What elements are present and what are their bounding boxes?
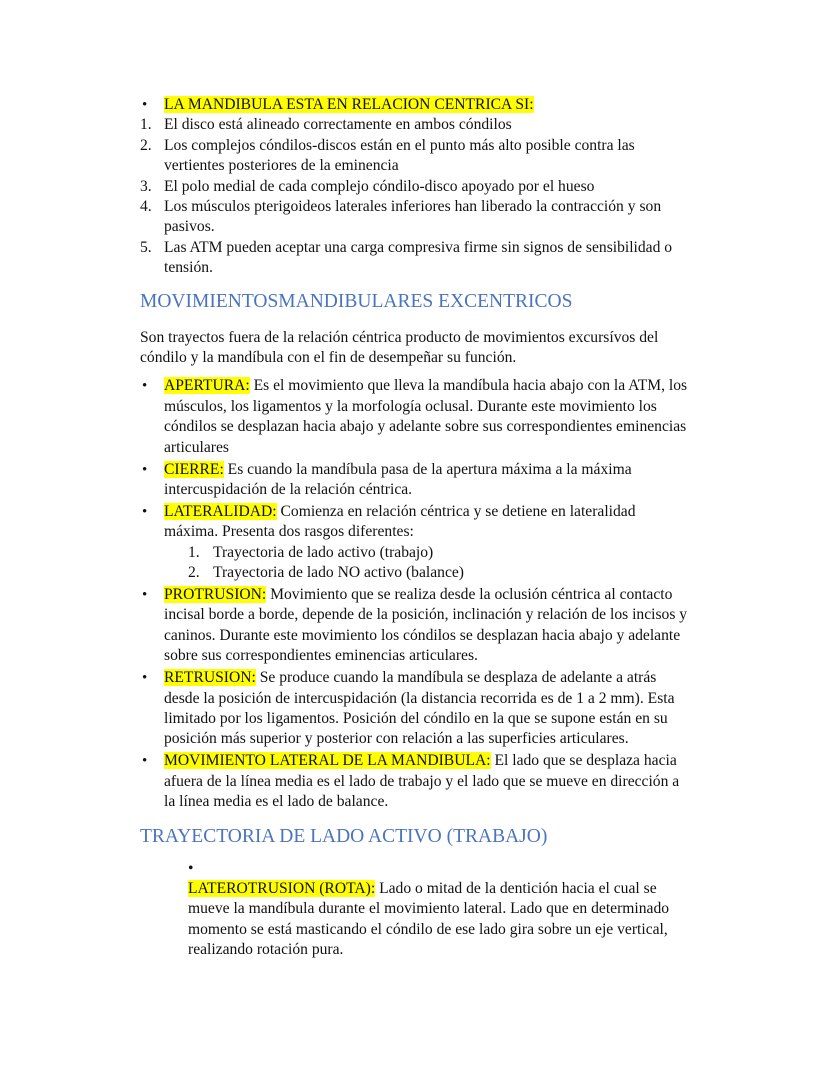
line-text: posición más superior y posterior con relación a las superficies articulares. xyxy=(164,730,629,748)
text-line xyxy=(164,238,828,258)
text-line xyxy=(164,772,828,792)
bullet-icon: • xyxy=(142,587,148,604)
text-line xyxy=(164,605,828,625)
line-text: mueve la mandíbula durante el movimiento lateral. Lado que en determinado xyxy=(188,900,670,918)
text-line xyxy=(164,751,828,771)
line-text: Trayectoria de lado activo (trabajo) xyxy=(213,543,434,561)
highlighted-term: MOVIMIENTO LATERAL DE LA MANDIBULA: xyxy=(164,752,491,770)
list-number: 1. xyxy=(188,543,200,561)
line-text: Movimiento que se realiza desde la oclusión céntrica al contacto xyxy=(266,586,673,604)
bullet-icon: • xyxy=(142,503,148,520)
text-line xyxy=(164,689,828,709)
text-line xyxy=(164,217,828,237)
line-text: Se produce cuando la mandíbula se desplaza de adelante a atrás xyxy=(255,669,657,687)
line-text: El lado que se desplaza hacia xyxy=(490,752,677,770)
line-text: cóndilos se desplazan hacia abajo y adelante sobre sus correspondientes eminencias xyxy=(164,418,687,436)
text-line xyxy=(164,480,828,500)
heading-text: TRAYECTORIA DE LADO ACTIVO (TRABAJO) xyxy=(140,825,548,847)
list-number: 2. xyxy=(140,136,152,154)
document-page xyxy=(0,95,828,961)
bullet-icon: • xyxy=(142,378,148,395)
line-text: Comienza en relación céntrica y se detiene en lateralidad xyxy=(276,502,636,520)
text-line xyxy=(164,177,828,197)
text-line xyxy=(164,136,828,156)
section-heading xyxy=(0,825,828,849)
line-text: músculos, los ligamentos y la morfología oclusal. Durante este movimiento los xyxy=(164,397,657,415)
text-line xyxy=(213,563,828,583)
list-item xyxy=(0,502,828,543)
line-text: cóndilo y la mandíbula con el fin de desempeñar su función. xyxy=(140,349,517,367)
line-text: Las ATM pueden aceptar una carga compresiva firme sin signos de sensibilidad o xyxy=(164,238,673,256)
line-text: tensión. xyxy=(164,259,213,277)
highlighted-term: RETRUSION: xyxy=(164,669,256,687)
line-text: El polo medial de cada complejo cóndilo-disco apoyado por el hueso xyxy=(164,177,595,195)
highlighted-term: LATERALIDAD: xyxy=(164,502,277,520)
list-item xyxy=(0,859,828,961)
paragraph xyxy=(0,328,828,369)
text-line xyxy=(164,258,828,278)
text-line xyxy=(164,668,828,688)
text-line xyxy=(164,115,828,135)
text-line xyxy=(164,156,828,176)
text-line xyxy=(140,348,828,368)
line-text: caninos. Durante este movimiento los cóndilos se desplazan hacia abajo y adelante xyxy=(164,626,681,644)
highlighted-term: CIERRE: xyxy=(164,460,224,478)
line-text: Los complejos cóndilos-discos están en el punto más alto posible contra las xyxy=(164,136,635,154)
bullet-icon: • xyxy=(142,97,148,113)
line-text: realizando rotación pura. xyxy=(188,941,344,959)
list-item xyxy=(0,136,828,177)
line-text: Los músculos pterigoideos laterales inferiores han liberado la contracción y son xyxy=(164,198,662,216)
text-line xyxy=(164,709,828,729)
list-item xyxy=(0,238,828,279)
list-item xyxy=(0,177,828,197)
text-line xyxy=(140,328,828,348)
line-text: pasivos. xyxy=(164,218,215,236)
bullet-icon: • xyxy=(142,753,148,770)
line-text: Lado o mitad de la dentición hacia el cual se xyxy=(375,879,657,897)
text-line xyxy=(164,376,828,396)
line-text: afuera de la línea media es el lado de trabajo y el lado que se mueve en dirección a xyxy=(164,772,680,790)
text-line xyxy=(164,792,828,812)
text-line xyxy=(164,646,828,666)
text-line xyxy=(164,397,828,417)
line-text: la línea media es el lado de balance. xyxy=(164,793,389,811)
line-text: máxima. Presenta dos rasgos diferentes: xyxy=(164,523,414,541)
list-item xyxy=(0,543,828,563)
line-text: desde la posición de intercuspidación (la distancia recorrida es de 1 a 2 mm). Esta xyxy=(164,689,675,707)
line-text: El disco está alineado correctamente en ambos cóndilos xyxy=(164,116,512,134)
text-line xyxy=(188,920,828,940)
text-line xyxy=(164,438,828,458)
list-item xyxy=(0,460,828,501)
section-heading xyxy=(0,290,828,314)
line-text: incisal borde a borde, depende de la posición, inclinación y relación de los incisos y xyxy=(164,606,688,624)
list-item xyxy=(0,563,828,583)
list-number: 4. xyxy=(140,198,152,216)
highlighted-term: PROTRUSION: xyxy=(164,586,267,604)
line-text: intercuspidación de la relación céntrica. xyxy=(164,481,413,498)
line-text: Trayectoria de lado NO activo (balance) xyxy=(213,564,464,582)
text-line xyxy=(164,729,828,749)
text-line xyxy=(164,95,828,115)
list-item xyxy=(0,668,828,750)
bullet-icon: • xyxy=(188,859,194,877)
highlighted-term: LATEROTRUSION (ROTA): xyxy=(188,879,376,897)
list-item xyxy=(0,376,828,458)
list-number: 3. xyxy=(140,177,152,195)
line-text: momento se está masticando el cóndilo de ese lado gira sobre un eje vertical, xyxy=(188,920,668,938)
line-text: vertientes posteriores de la eminencia xyxy=(164,157,399,175)
heading-text: MOVIMIENTOSMANDIBULARES EXCENTRICOS xyxy=(140,290,573,312)
line-text: Es el movimiento que lleva la mandíbula hacia abajo con la ATM, los xyxy=(249,377,688,395)
line-text: articulares xyxy=(164,438,229,456)
text-line xyxy=(164,522,828,542)
list-number: 2. xyxy=(188,564,200,582)
line-text: sobre sus correspondientes eminencias articulares. xyxy=(164,647,478,665)
text-line xyxy=(164,626,828,646)
list-item xyxy=(0,197,828,238)
list-item xyxy=(0,95,828,115)
bullet-icon: • xyxy=(142,670,148,687)
highlighted-term: APERTURA: xyxy=(164,377,250,395)
text-line xyxy=(164,502,828,522)
list-item xyxy=(0,115,828,135)
text-line xyxy=(188,879,828,899)
bullet-icon: • xyxy=(142,461,148,478)
list-item xyxy=(0,751,828,812)
text-line xyxy=(213,543,828,563)
text-line xyxy=(188,940,828,960)
list-number: 5. xyxy=(140,238,152,256)
text-line xyxy=(164,197,828,217)
list-number: 1. xyxy=(140,116,152,134)
highlighted-term: LA MANDIBULA ESTA EN RELACION CENTRICA SI: xyxy=(164,96,534,113)
text-line xyxy=(164,585,828,605)
text-line xyxy=(164,460,828,480)
text-line xyxy=(164,417,828,437)
line-text: Son trayectos fuera de la relación céntrica producto de movimientos excursívos del xyxy=(140,328,659,346)
line-text: limitado por los ligamentos. Posición del cóndilo en la que se supone están en su xyxy=(164,709,668,727)
text-line xyxy=(188,899,828,919)
line-text: Es cuando la mandíbula pasa de la apertura máxima a la máxima xyxy=(223,460,632,478)
list-item xyxy=(0,585,828,667)
